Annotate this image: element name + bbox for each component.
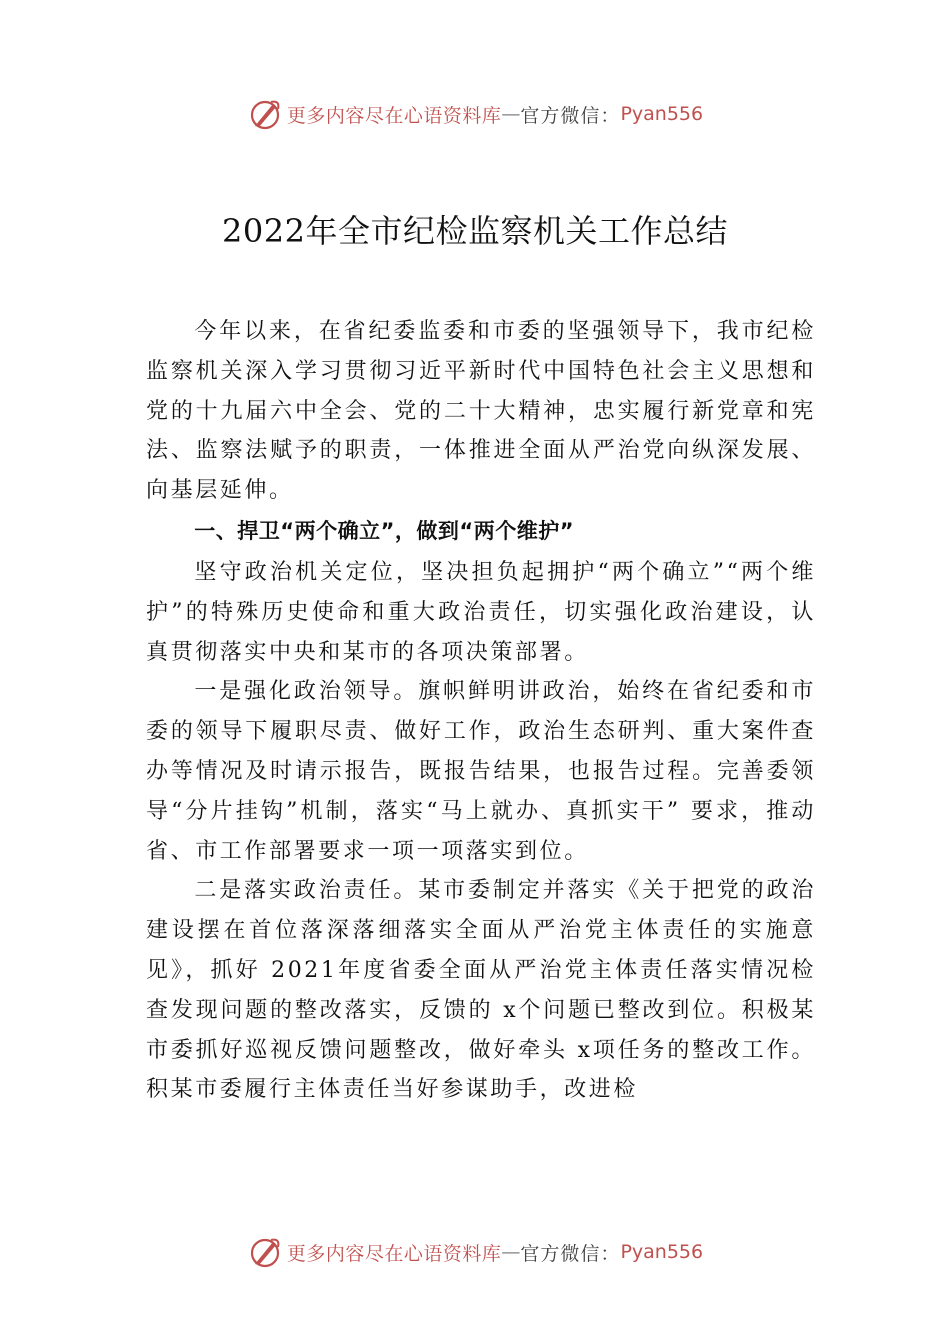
watermark-label: 官方微信： — [520, 1242, 621, 1265]
watermark-account: Pyan556 — [620, 1241, 704, 1263]
quill-pen-circle-icon — [247, 1234, 283, 1270]
section-paragraph-3: 二是落实政治责任。某市委制定并落实《关于把党的政治建设摆在首位落深落细落实全面从严治党主体责任的实施意见》，抓好 2021年度省委全面从严治党主体责任落实情况检查发现问题的整改落实，反馈的 x个问题已整改到位。积极某市委抓好巡视反馈问题整改，做好牵头 x项任务的整改工作。积某市委履行主体责任当好参谋助手，改进检 — [146, 878, 816, 1103]
quill-pen-circle-icon — [247, 96, 283, 132]
section-heading: 一、捍卫“两个确立”，做到“两个维护” — [194, 518, 575, 543]
section-paragraph-2: 一是强化政治领导。旗帜鲜明讲政治，始终在省纪委和市委的领导下履职尽责、做好工作，政治生态研判、重大案件查办等情况及时请示报告，既报告结果，也报告过程。完善委领导“分片挂钩”机制，落实“马上就办、真抓实干” 要求，推动省、市工作部署要求一项一项落实到位。 — [146, 679, 816, 864]
watermark-label: 官方微信： — [520, 104, 621, 127]
watermark-site-text: 更多内容尽在心语资料库 — [286, 1242, 502, 1265]
watermark-separator: — — [501, 103, 521, 125]
watermark-account: Pyan556 — [620, 103, 704, 125]
document-title: 2022年全市纪检监察机关工作总结 — [222, 212, 728, 250]
intro-paragraph: 今年以来，在省纪委监委和市委的坚强领导下，我市纪检监察机关深入学习贯彻习近平新时代中国特色社会主义思想和党的十九届六中全会、党的二十大精神，忠实履行新党章和宪法、监察法赋予的职责，一体推进全面从严治党向纵深发展、向基层延伸。 — [146, 319, 816, 504]
watermark-separator: — — [501, 1241, 521, 1263]
watermark-site-text: 更多内容尽在心语资料库 — [286, 104, 502, 127]
watermark-banner-top — [0, 94, 950, 134]
watermark-banner-bottom — [0, 1232, 950, 1272]
section-paragraph-1: 坚守政治机关定位，坚决担负起拥护“两个确立”“两个维护”的特殊历史使命和重大政治责任，切实强化政治建设，认真贯彻落实中央和某市的各项决策部署。 — [146, 559, 816, 665]
document-body — [146, 312, 816, 1110]
